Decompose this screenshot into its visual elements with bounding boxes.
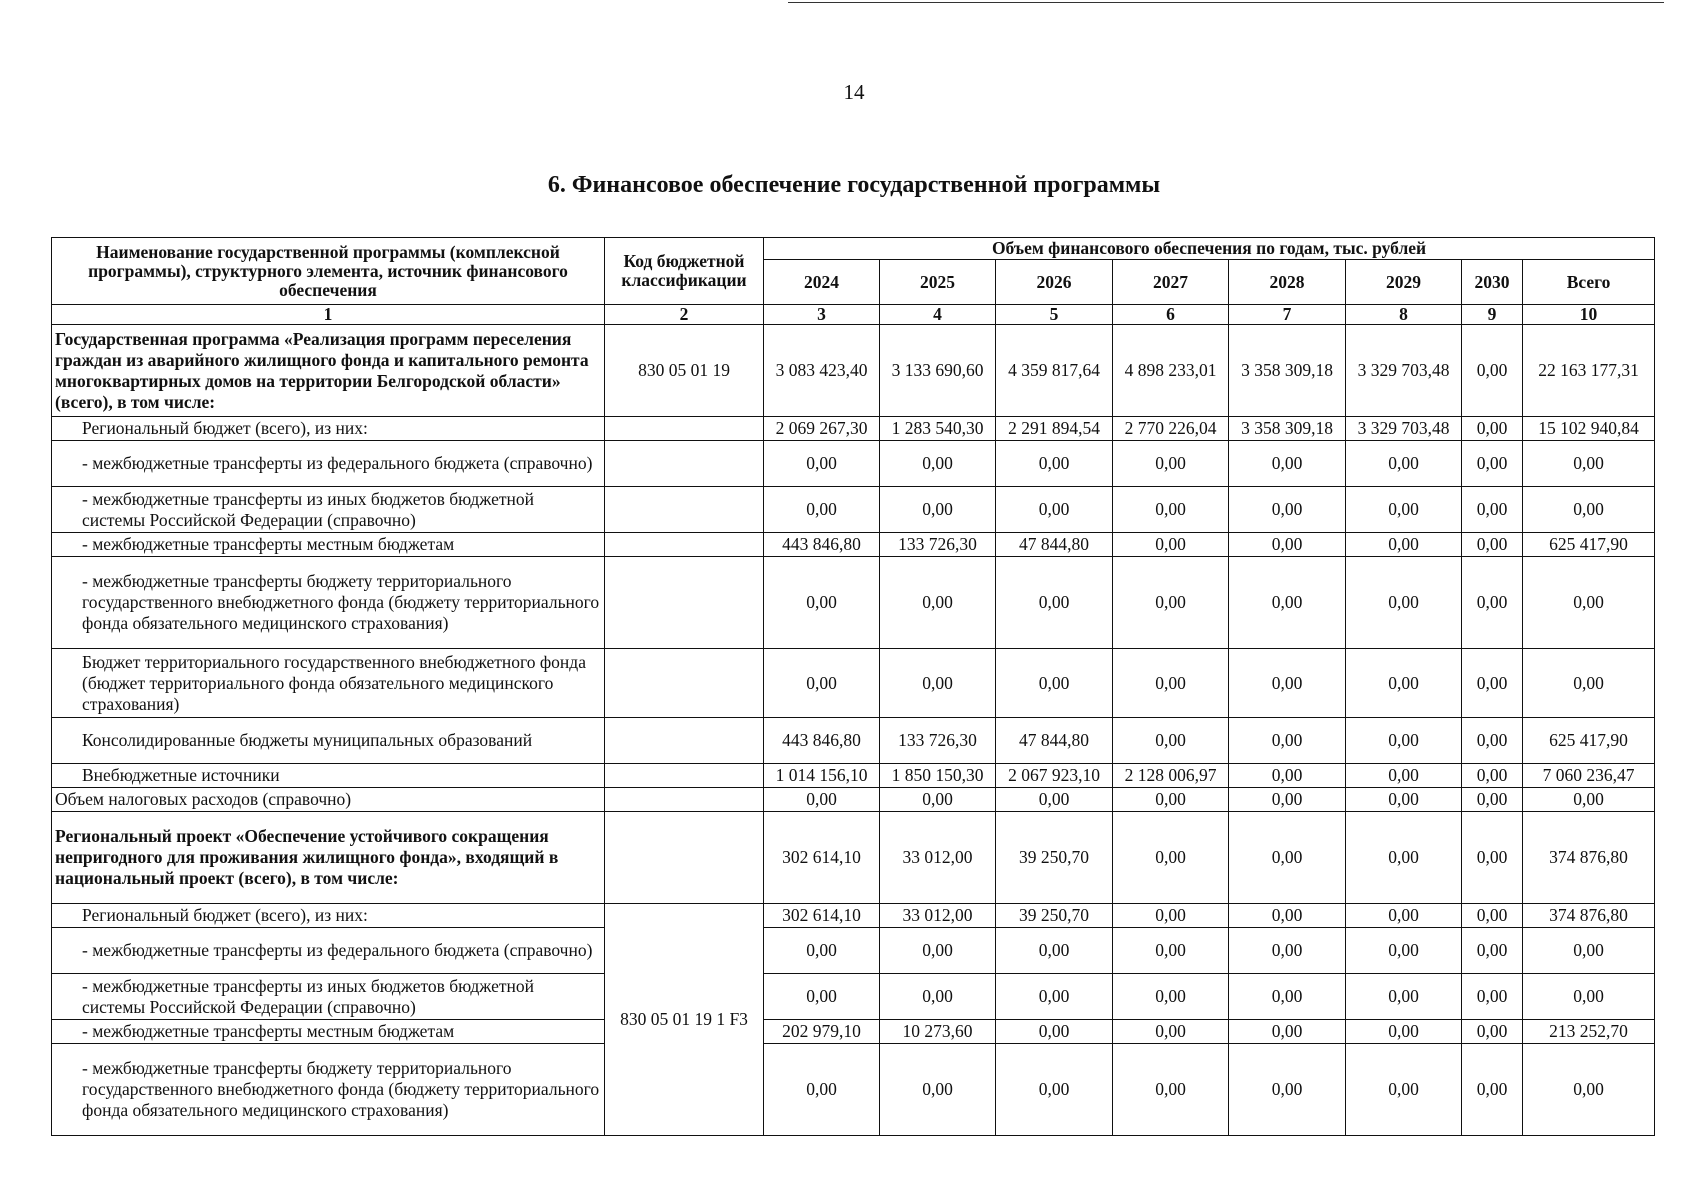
- row-value: 0,00: [1229, 718, 1346, 764]
- row-value: 0,00: [1229, 788, 1346, 812]
- row-value: 0,00: [996, 974, 1113, 1020]
- row-value: 0,00: [996, 649, 1113, 718]
- row-value: 2 770 226,04: [1113, 417, 1229, 441]
- row-code: [605, 417, 764, 441]
- row-value: 0,00: [1229, 1020, 1346, 1044]
- row-name: Региональный бюджет (всего), из них:: [52, 904, 605, 928]
- row-total: 0,00: [1523, 788, 1655, 812]
- header-year: 2025: [880, 260, 996, 305]
- row-value: 0,00: [1346, 904, 1462, 928]
- row-value: 0,00: [1113, 557, 1229, 649]
- row-value: 4 359 817,64: [996, 325, 1113, 417]
- row-total: 7 060 236,47: [1523, 764, 1655, 788]
- header-year: 2030: [1462, 260, 1523, 305]
- table-row: [52, 1020, 1655, 1044]
- row-value: 0,00: [1229, 487, 1346, 533]
- row-name: Государственная программа «Реализация программ переселения граждан из аварийного жилищного фонда и капитального ремонта многоквартирных домов на территории Белгородской области» (всего), в том числе:: [52, 325, 605, 417]
- row-name: - межбюджетные трансферты из иных бюджетов бюджетной системы Российской Федерации (справочно): [52, 487, 605, 533]
- header-year: 2027: [1113, 260, 1229, 305]
- table-row: [52, 533, 1655, 557]
- row-value: 0,00: [1346, 928, 1462, 974]
- row-value: 0,00: [1113, 788, 1229, 812]
- row-value: 0,00: [1229, 904, 1346, 928]
- row-value: 2 128 006,97: [1113, 764, 1229, 788]
- row-value: 0,00: [1346, 812, 1462, 904]
- table-row: [52, 974, 1655, 1020]
- row-value: 0,00: [1346, 1044, 1462, 1136]
- row-value: 0,00: [1113, 1044, 1229, 1136]
- row-total: 22 163 177,31: [1523, 325, 1655, 417]
- table-row: [52, 904, 1655, 928]
- table-row: [52, 649, 1655, 718]
- row-value: 0,00: [1462, 325, 1523, 417]
- row-code: [605, 764, 764, 788]
- row-total: 0,00: [1523, 441, 1655, 487]
- column-number: 8: [1346, 305, 1462, 325]
- row-value: 0,00: [880, 1044, 996, 1136]
- table-row: [52, 764, 1655, 788]
- row-value: 0,00: [1229, 812, 1346, 904]
- page-number: 14: [843, 80, 865, 104]
- row-code: [605, 533, 764, 557]
- row-value: 0,00: [880, 974, 996, 1020]
- row-value: 0,00: [1462, 557, 1523, 649]
- row-value: 0,00: [1346, 974, 1462, 1020]
- row-code: [605, 718, 764, 764]
- row-value: 202 979,10: [764, 1020, 880, 1044]
- row-code: [605, 788, 764, 812]
- row-value: 0,00: [1462, 974, 1523, 1020]
- row-value: 0,00: [1113, 441, 1229, 487]
- row-value: 2 069 267,30: [764, 417, 880, 441]
- row-value: 0,00: [1346, 1020, 1462, 1044]
- row-value: 39 250,70: [996, 904, 1113, 928]
- row-value: 0,00: [1113, 649, 1229, 718]
- row-value: 0,00: [1462, 718, 1523, 764]
- column-number: 9: [1462, 305, 1523, 325]
- header-total: Всего: [1523, 260, 1655, 305]
- column-number: 2: [605, 305, 764, 325]
- table-row: [52, 441, 1655, 487]
- column-number: 5: [996, 305, 1113, 325]
- row-value: 0,00: [1229, 1044, 1346, 1136]
- row-value: 3 358 309,18: [1229, 325, 1346, 417]
- row-value: 0,00: [1462, 533, 1523, 557]
- row-total: 374 876,80: [1523, 812, 1655, 904]
- row-value: 33 012,00: [880, 812, 996, 904]
- row-value: 0,00: [1229, 533, 1346, 557]
- row-value: 0,00: [1462, 441, 1523, 487]
- row-value: 10 273,60: [880, 1020, 996, 1044]
- row-value: 0,00: [764, 557, 880, 649]
- row-value: 0,00: [1229, 764, 1346, 788]
- header-code: Код бюджетной классификации: [605, 238, 764, 305]
- row-value: 0,00: [1113, 974, 1229, 1020]
- header-volume: Объем финансового обеспечения по годам, тыс. рублей: [764, 238, 1655, 260]
- row-name: Бюджет территориального государственного внебюджетного фонда (бюджет территориального фонда обязательного медицинского страхования): [52, 649, 605, 718]
- financing-table: [51, 237, 1655, 1136]
- row-value: 0,00: [880, 487, 996, 533]
- row-value: 3 133 690,60: [880, 325, 996, 417]
- column-number: 3: [764, 305, 880, 325]
- table-row: [52, 1044, 1655, 1136]
- table-row: [52, 788, 1655, 812]
- row-name: - межбюджетные трансферты местным бюджетам: [52, 1020, 605, 1044]
- row-value: 33 012,00: [880, 904, 996, 928]
- row-value: 0,00: [764, 788, 880, 812]
- row-value: 0,00: [1346, 533, 1462, 557]
- table-row: [52, 812, 1655, 904]
- column-number: 10: [1523, 305, 1655, 325]
- row-value: 3 083 423,40: [764, 325, 880, 417]
- row-value: 0,00: [1462, 487, 1523, 533]
- header-year: 2026: [996, 260, 1113, 305]
- row-total: 213 252,70: [1523, 1020, 1655, 1044]
- row-name: Объем налоговых расходов (справочно): [52, 788, 605, 812]
- row-value: 0,00: [996, 788, 1113, 812]
- table-row: [52, 718, 1655, 764]
- row-value: 0,00: [1113, 1020, 1229, 1044]
- row-value: 0,00: [1113, 487, 1229, 533]
- row-value: 0,00: [764, 928, 880, 974]
- row-value: 0,00: [996, 1044, 1113, 1136]
- row-value: 1 014 156,10: [764, 764, 880, 788]
- row-code: [605, 487, 764, 533]
- row-value: 0,00: [1113, 904, 1229, 928]
- row-value: 0,00: [764, 441, 880, 487]
- row-value: 0,00: [764, 974, 880, 1020]
- row-value: 133 726,30: [880, 533, 996, 557]
- row-value: 302 614,10: [764, 904, 880, 928]
- row-value: 0,00: [1346, 441, 1462, 487]
- top-rule: [788, 2, 1664, 3]
- row-value: 0,00: [1113, 533, 1229, 557]
- header-year: 2028: [1229, 260, 1346, 305]
- row-value: 0,00: [1229, 557, 1346, 649]
- table-row: [52, 325, 1655, 417]
- column-number: 4: [880, 305, 996, 325]
- column-number: 6: [1113, 305, 1229, 325]
- row-value: 0,00: [880, 649, 996, 718]
- row-value: 0,00: [880, 928, 996, 974]
- row-code: [605, 649, 764, 718]
- header-name: Наименование государственной программы (комплексной программы), структурного элемента, источник финансового обеспечения: [52, 238, 605, 305]
- row-value: 0,00: [1229, 974, 1346, 1020]
- row-value: 0,00: [1462, 928, 1523, 974]
- row-value: 0,00: [1346, 649, 1462, 718]
- row-name: Региональный проект «Обеспечение устойчивого сокращения непригодного для проживания жилищного фонда», входящий в национальный проект (всего), в том числе:: [52, 812, 605, 904]
- row-value: 0,00: [764, 487, 880, 533]
- row-code: [605, 557, 764, 649]
- row-value: 443 846,80: [764, 718, 880, 764]
- table-row: [52, 417, 1655, 441]
- row-name: - межбюджетные трансферты из федерального бюджета (справочно): [52, 441, 605, 487]
- row-code: 830 05 01 19: [605, 325, 764, 417]
- row-name: - межбюджетные трансферты местным бюджетам: [52, 533, 605, 557]
- row-total: 0,00: [1523, 1044, 1655, 1136]
- header-year: 2024: [764, 260, 880, 305]
- row-value: 47 844,80: [996, 718, 1113, 764]
- row-value: 0,00: [996, 928, 1113, 974]
- row-code: [605, 441, 764, 487]
- row-value: 0,00: [1346, 557, 1462, 649]
- row-value: 39 250,70: [996, 812, 1113, 904]
- table-row: [52, 557, 1655, 649]
- row-value: 0,00: [880, 557, 996, 649]
- row-total: 0,00: [1523, 974, 1655, 1020]
- row-value: 0,00: [1113, 928, 1229, 974]
- row-total: 0,00: [1523, 928, 1655, 974]
- row-value: 0,00: [764, 1044, 880, 1136]
- row-value: 47 844,80: [996, 533, 1113, 557]
- row-total: 0,00: [1523, 649, 1655, 718]
- row-value: 133 726,30: [880, 718, 996, 764]
- row-code: [605, 812, 764, 904]
- row-name: Региональный бюджет (всего), из них:: [52, 417, 605, 441]
- row-value: 2 067 923,10: [996, 764, 1113, 788]
- row-value: 1 283 540,30: [880, 417, 996, 441]
- row-value: 3 358 309,18: [1229, 417, 1346, 441]
- row-value: 0,00: [764, 649, 880, 718]
- row-name: Консолидированные бюджеты муниципальных образований: [52, 718, 605, 764]
- row-value: 0,00: [1462, 904, 1523, 928]
- row-value: 0,00: [1462, 788, 1523, 812]
- row-total: 625 417,90: [1523, 533, 1655, 557]
- row-value: 0,00: [1462, 764, 1523, 788]
- row-value: 0,00: [880, 788, 996, 812]
- row-value: 0,00: [1462, 812, 1523, 904]
- row-value: 0,00: [1113, 718, 1229, 764]
- row-value: 0,00: [1346, 764, 1462, 788]
- row-value: 0,00: [996, 487, 1113, 533]
- row-value: 0,00: [996, 441, 1113, 487]
- row-value: 443 846,80: [764, 533, 880, 557]
- row-total: 374 876,80: [1523, 904, 1655, 928]
- header-year: 2029: [1346, 260, 1462, 305]
- row-name: - межбюджетные трансферты из иных бюджетов бюджетной системы Российской Федерации (справочно): [52, 974, 605, 1020]
- document-title: 6. Финансовое обеспечение государственной программы: [547, 172, 1161, 198]
- column-number: 1: [52, 305, 605, 325]
- table-row: [52, 487, 1655, 533]
- row-value: 0,00: [1346, 487, 1462, 533]
- row-value: 0,00: [1229, 649, 1346, 718]
- row-name: Внебюджетные источники: [52, 764, 605, 788]
- row-value: 0,00: [1462, 649, 1523, 718]
- row-value: 0,00: [1462, 417, 1523, 441]
- row-value: 3 329 703,48: [1346, 325, 1462, 417]
- row-value: 0,00: [1346, 718, 1462, 764]
- row-value: 1 850 150,30: [880, 764, 996, 788]
- row-name: - межбюджетные трансферты из федерального бюджета (справочно): [52, 928, 605, 974]
- row-value: 0,00: [996, 1020, 1113, 1044]
- row-value: 3 329 703,48: [1346, 417, 1462, 441]
- row-value: 0,00: [1229, 928, 1346, 974]
- row-total: 0,00: [1523, 487, 1655, 533]
- row-name: - межбюджетные трансферты бюджету территориального государственного внебюджетного фонда (бюджету территориального фонда обязательного медицинского страхования): [52, 1044, 605, 1136]
- row-value: 0,00: [1229, 441, 1346, 487]
- row-total: 15 102 940,84: [1523, 417, 1655, 441]
- row-value: 4 898 233,01: [1113, 325, 1229, 417]
- row-value: 0,00: [1346, 788, 1462, 812]
- row-value: 0,00: [1462, 1020, 1523, 1044]
- table-row: [52, 928, 1655, 974]
- row-name: - межбюджетные трансферты бюджету территориального государственного внебюджетного фонда (бюджету территориального фонда обязательного медицинского страхования): [52, 557, 605, 649]
- column-number: 7: [1229, 305, 1346, 325]
- row-value: 0,00: [1462, 1044, 1523, 1136]
- row-value: 302 614,10: [764, 812, 880, 904]
- row-value: 0,00: [1113, 812, 1229, 904]
- row-value: 0,00: [996, 557, 1113, 649]
- row-value: 2 291 894,54: [996, 417, 1113, 441]
- row-total: 625 417,90: [1523, 718, 1655, 764]
- row-value: 0,00: [880, 441, 996, 487]
- row-code: 830 05 01 19 1 F3: [605, 904, 764, 1136]
- row-total: 0,00: [1523, 557, 1655, 649]
